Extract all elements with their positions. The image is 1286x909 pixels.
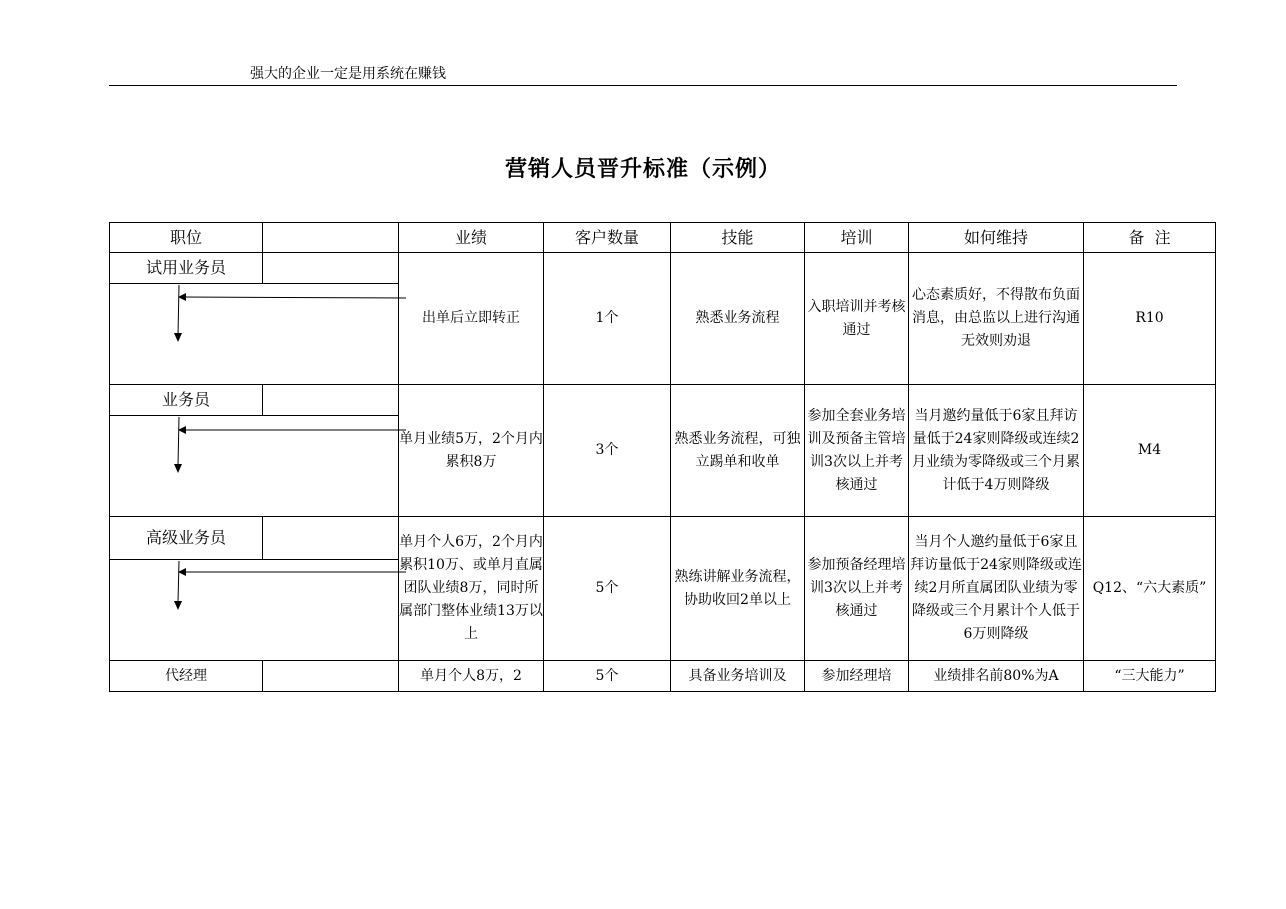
maintain-cell: 业绩排名前80%为A [909,661,1084,692]
remarks-cell: “三大能力” [1084,661,1216,692]
position-cell [110,385,399,517]
table-row [110,385,1216,517]
clients-cell: 1个 [544,253,671,385]
table-header-row [110,223,1216,253]
performance-cell: 单月个人6万，2个月内累积10万、或单月直属团队业绩8万，同时所属部门整体业绩13万以上 [399,517,544,661]
table-row [110,517,1216,661]
column-header-position: 职位 [110,223,263,253]
performance-cell: 出单后立即转正 [399,253,544,385]
column-header-skills: 技能 [671,223,805,253]
down-arrow-icon [174,285,182,342]
remarks-cell: Q12、“六大素质” [1084,517,1216,661]
skills-cell: 具备业务培训及 [671,661,805,692]
flow-arrows [110,253,410,385]
maintain-cell: 心态素质好，不得散布负面消息，由总监以上进行沟通无效则劝退 [909,253,1084,385]
header-rule [109,85,1177,86]
down-arrow-icon [174,417,182,473]
position-cell [110,517,399,661]
left-arrow-icon [178,293,406,301]
running-header: 强大的企业一定是用系统在赚钱 [250,66,446,82]
position-name: 高级业务员 [110,517,263,559]
maintain-cell: 当月个人邀约量低于6家且拜访量低于24家则降级或连续2月所直属团队业绩为零降级或三个月累计个人低于6万则降级 [909,517,1084,661]
column-header-performance: 业绩 [399,223,544,253]
position-name: 业务员 [110,385,263,415]
promotion-standard-table [109,222,1216,692]
position-blank-cell [263,661,399,692]
flow-arrows [110,385,410,517]
performance-cell: 单月业绩5万，2个月内累积8万 [399,385,544,517]
flow-arrows [110,517,410,661]
column-header-remarks: 备 注 [1084,223,1216,253]
position-name: 代经理 [110,661,263,692]
column-header-clients: 客户数量 [544,223,671,253]
maintain-cell: 当月邀约量低于6家且拜访量低于24家则降级或连续2月业绩为零降级或三个月累计低于4万则降级 [909,385,1084,517]
table-row [110,661,1216,692]
skills-cell: 熟练讲解业务流程，协助收回2单以上 [671,517,805,661]
remarks-cell: M4 [1084,385,1216,517]
position-cell [110,253,399,385]
training-cell: 入职培训并考核通过 [805,253,909,385]
remarks-cell: R10 [1084,253,1216,385]
clients-cell: 5个 [544,661,671,692]
column-header-training: 培训 [805,223,909,253]
performance-cell: 单月个人8万，2 [399,661,544,692]
left-arrow-icon [178,426,406,434]
table-row [110,253,1216,385]
document-title: 营销人员晋升标准（示例） [504,156,781,182]
left-arrow-icon [178,568,406,576]
column-header-maintain: 如何维持 [909,223,1084,253]
clients-cell: 5个 [544,517,671,661]
training-cell: 参加经理培 [805,661,909,692]
skills-cell: 熟悉业务流程 [671,253,805,385]
training-cell: 参加全套业务培训及预备主管培训3次以上并考核通过 [805,385,909,517]
skills-cell: 熟悉业务流程，可独立踢单和收单 [671,385,805,517]
clients-cell: 3个 [544,385,671,517]
down-arrow-icon [174,561,182,610]
training-cell: 参加预备经理培训3次以上并考核通过 [805,517,909,661]
column-header-blank [263,223,399,253]
position-name: 试用业务员 [110,253,263,283]
